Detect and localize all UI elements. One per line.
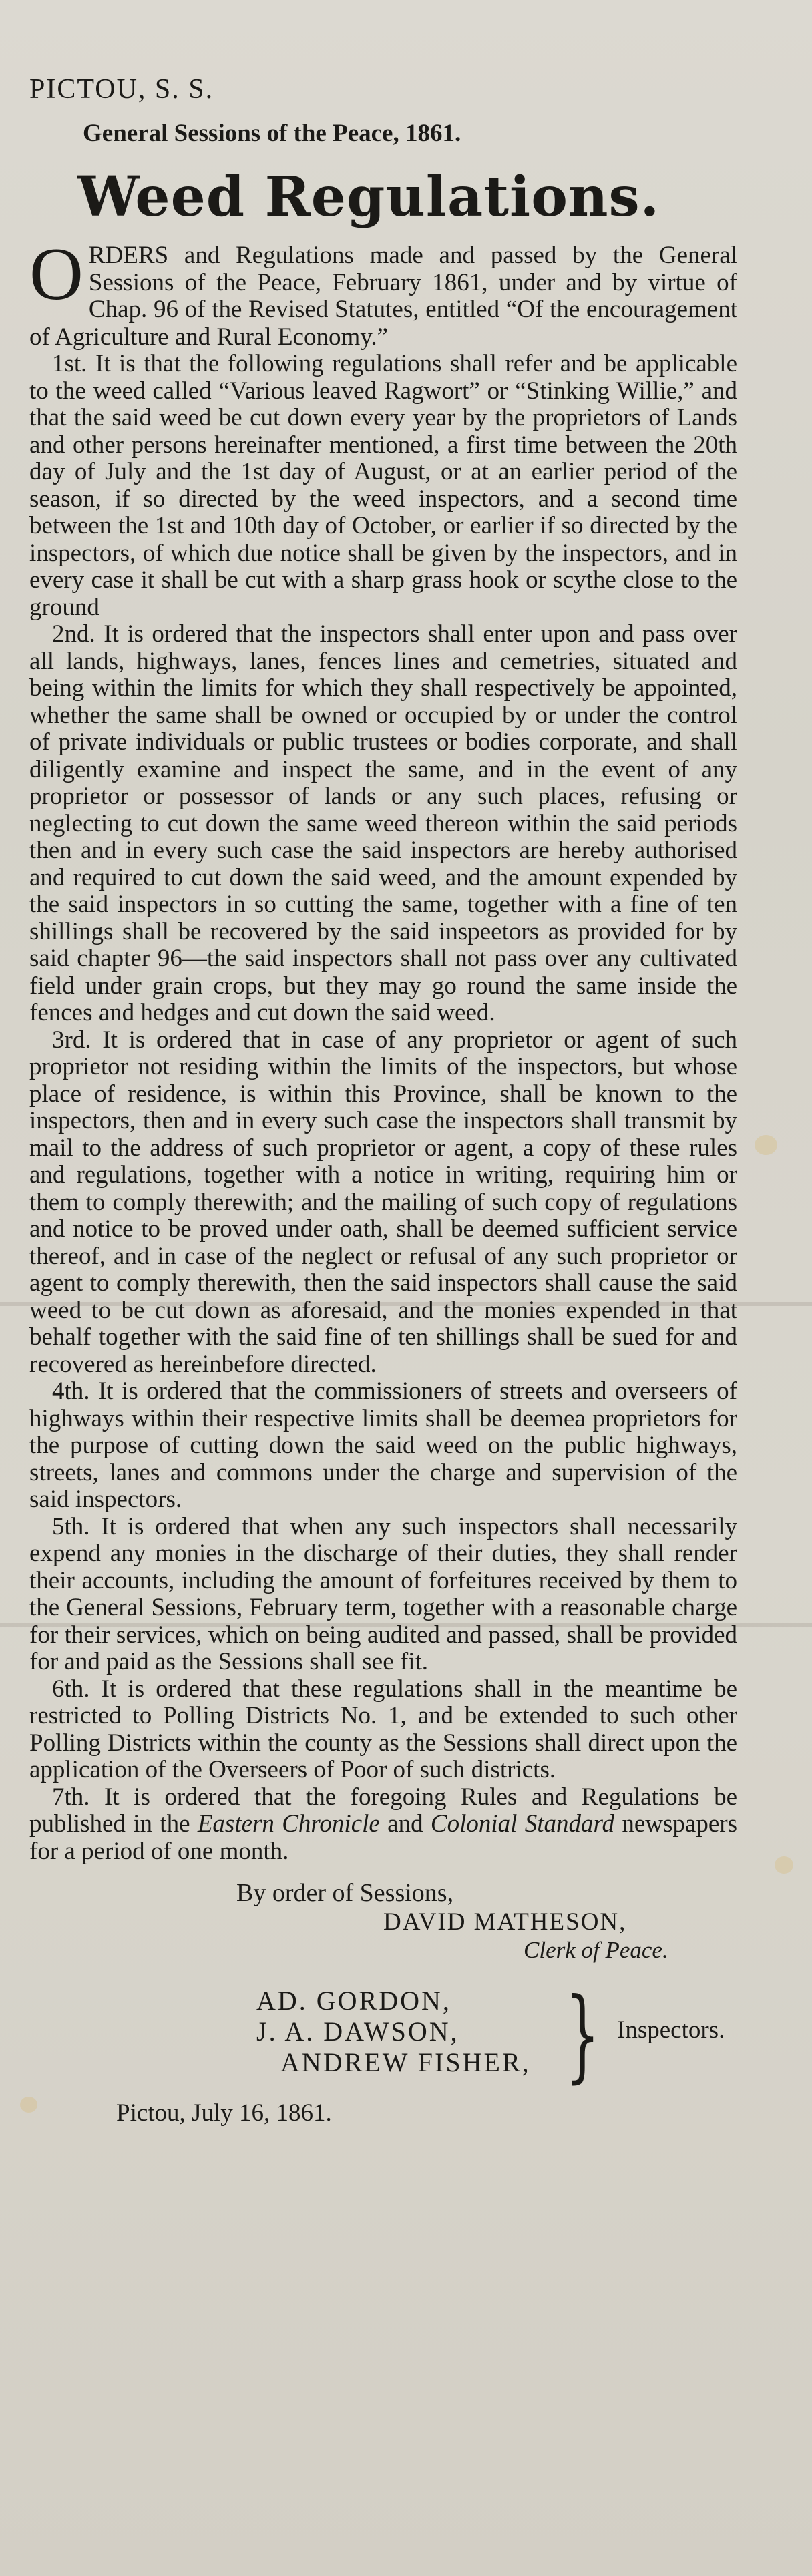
inspector-name: ANDREW FISHER, bbox=[280, 2047, 531, 2077]
inspector-name: AD. GORDON, bbox=[256, 1986, 451, 2016]
inspector-name: J. A. DAWSON, bbox=[256, 2016, 459, 2047]
notice-body bbox=[29, 73, 737, 2145]
regulation-7-text-before: 7th. It is ordered that the foregoing Rules and Regulations be published in the bbox=[29, 1783, 737, 1838]
intro-text: RDERS and Regulations made and passed by the General Sessions of the Peace, February 1861, under and by virtue of Chap. 96 of the Revised Statutes, entitled “Of the encouragement of Agriculture and Rural Economy.” bbox=[29, 242, 737, 351]
county-heading: PICTOU, S. S. bbox=[29, 74, 214, 105]
regulation-2: 2nd. It is ordered that the inspectors shall enter upon and pass over all lands, highways, lanes, fences lines and cemetries, situated and being within the limits for which they shall respectively be appointed, whether the same shall be owned or occupied by or under the control of private individuals or public trustees or bodies corporate, and shall diligently examine and inspect the same, and in the event of any proprietor or possessor of lands or any such places, refusing or neglecting to cut down the same weed thereon within the said periods then and in every such case the said inspectors are hereby authorised and required to cut down the said weed, and the amount expended by the said inspectors in so cutting the same, together with a fine of ten shillings shall be recovered by the said inspeetors as provided for by said chapter 96—the said inspectors shall not pass over any cultivated field under grain crops, but they may go round the same inside the fences and hedges and cut down the said weed. bbox=[29, 620, 737, 1026]
order-line: By order of Sessions, bbox=[236, 1879, 454, 1907]
paper-stain bbox=[775, 1856, 793, 1874]
notice-title: Weed Regulations. bbox=[77, 165, 660, 229]
clerk-title: Clerk of Peace. bbox=[524, 1937, 668, 1963]
regulation-3: 3rd. It is ordered that in case of any proprietor or agent of such proprietor not residing within the limits of the inspectors, but whose place of residence, is within this Province, shall be known to the inspectors, then and in every such case the inspectors shall transmit by mail to the address of such proprietor or agent, a copy of these rules and regulations, together with a notice in writing, requiring him or them to comply therewith; and the mailing of such copy of regulations and notice to be proved under oath, shall be deemed sufficient service thereof, and in case of the neglect or refusal of any such proprietor or agent to comply therewith, then the said inspectors shall cause the said weed to be cut down as aforesaid, and the monies expended in that behalf together with the said fine of ten shillings shall be sued for and recovered as hereinbefore directed. bbox=[29, 1026, 737, 1378]
session-heading: General Sessions of the Peace, 1861. bbox=[83, 120, 461, 147]
place-date: Pictou, July 16, 1861. bbox=[116, 2099, 332, 2127]
regulation-1: 1st. It is that the following regulations shall refer and be applicable to the weed called “Various leaved Ragwort” or “Stinking Willie,” and that the said weed be cut down every year by the proprietors of Lands and other persons hereinafter mentioned, a first time between the 20th day of July and the 1st day of August, or at an earlier period of the season, if so directed by the weed inspectors, and a second time between the 1st and 10th day of October, or earlier if so directed by the inspectors, of which due notice shall be given by the inspectors, and in every case it shall be cut with a sharp grass hook or scythe close to the ground bbox=[29, 350, 737, 621]
regulation-7-text-after: newspapers for a period of one month. bbox=[29, 1810, 737, 1865]
clerk-name: DAVID MATHESON, bbox=[383, 1908, 627, 1936]
inspectors-brace: } bbox=[565, 1977, 600, 2093]
signoff-block bbox=[29, 1878, 737, 2145]
inspectors-label: Inspectors. bbox=[617, 2016, 725, 2044]
regulation-4: 4th. It is ordered that the commissioners of streets and overseers of highways within their respective limits shall be deemea proprietors for the purpose of cutting down the said weed on the public highways, streets, lanes and commons under the charge and supervision of the said inspectors. bbox=[29, 1377, 737, 1513]
newspaper-colonial-standard: Colonial Standard bbox=[430, 1810, 615, 1838]
regulation-7 bbox=[29, 1784, 737, 1866]
newspaper-eastern-chronicle: Eastern Chronicle bbox=[197, 1810, 380, 1838]
drop-cap: O bbox=[29, 233, 83, 316]
regulation-6: 6th. It is ordered that these regulations shall in the meantime be restricted to Polling Districts No. 1, and be extended to such other Polling Districts within the county as the Sessions shall direct upon the application of the Overseers of Poor of such districts. bbox=[29, 1675, 737, 1783]
regulation-5: 5th. It is ordered that when any such inspectors shall necessarily expend any monies in the discharge of their duties, they shall render their accounts, including the amount of forfeitures received by them to the General Sessions, February term, together with a reasonable charge for their services, which on being audited and passed, shall be provided for and paid as the Sessions shall see fit. bbox=[29, 1512, 737, 1675]
intro-paragraph bbox=[29, 233, 737, 351]
paper-stain bbox=[755, 1135, 777, 1155]
regulation-7-text-middle: and bbox=[379, 1810, 431, 1838]
